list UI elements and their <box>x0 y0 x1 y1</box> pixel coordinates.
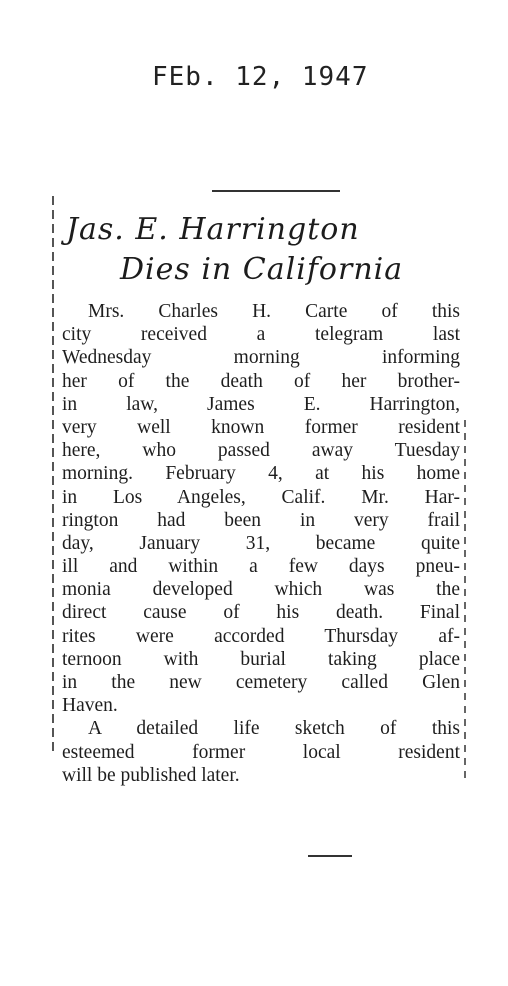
article-line: here, who passed away Tuesday <box>62 440 460 462</box>
right-clipping-edge <box>464 420 466 780</box>
bottom-rule <box>308 855 352 857</box>
article-line: her of the death of her brother- <box>62 370 460 392</box>
article-line: morning. February 4, at his home <box>62 463 460 485</box>
left-clipping-edge <box>52 196 54 756</box>
article-body <box>62 300 460 787</box>
clipping-date: FEb. 12, 1947 <box>152 62 369 92</box>
article-line: ill and within a few days pneu- <box>62 556 460 578</box>
article-line: Haven. <box>62 695 118 717</box>
article-line: rington had been in very frail <box>62 509 460 531</box>
article-line: city received a telegram last <box>62 324 460 346</box>
article-line: rites were accorded Thursday af- <box>62 625 460 647</box>
article-line: esteemed former local resident <box>62 741 460 763</box>
article-line: in the new cemetery called Glen <box>62 672 460 693</box>
article-line: in Los Angeles, Calif. Mr. Har- <box>62 486 460 508</box>
headline-line-1: Jas. E. Harrington <box>66 212 360 247</box>
article-line: in law, James E. Harrington, <box>62 393 460 415</box>
headline-line-2: Dies in California <box>120 252 404 287</box>
article-line: very well known former resident <box>62 416 460 438</box>
article-line: will be published later. <box>62 764 240 786</box>
article-line: Wednesday morning informing <box>62 347 460 369</box>
article-line: A detailed life sketch of this <box>88 718 460 740</box>
article-line: Mrs. Charles H. Carte of this <box>88 301 460 322</box>
article-line: direct cause of his death. Final <box>62 602 460 624</box>
article-line: ternoon with burial taking place <box>62 648 460 670</box>
top-rule <box>212 190 340 192</box>
article-line: monia developed which was the <box>62 579 460 601</box>
article-line: day, January 31, became quite <box>62 532 460 554</box>
